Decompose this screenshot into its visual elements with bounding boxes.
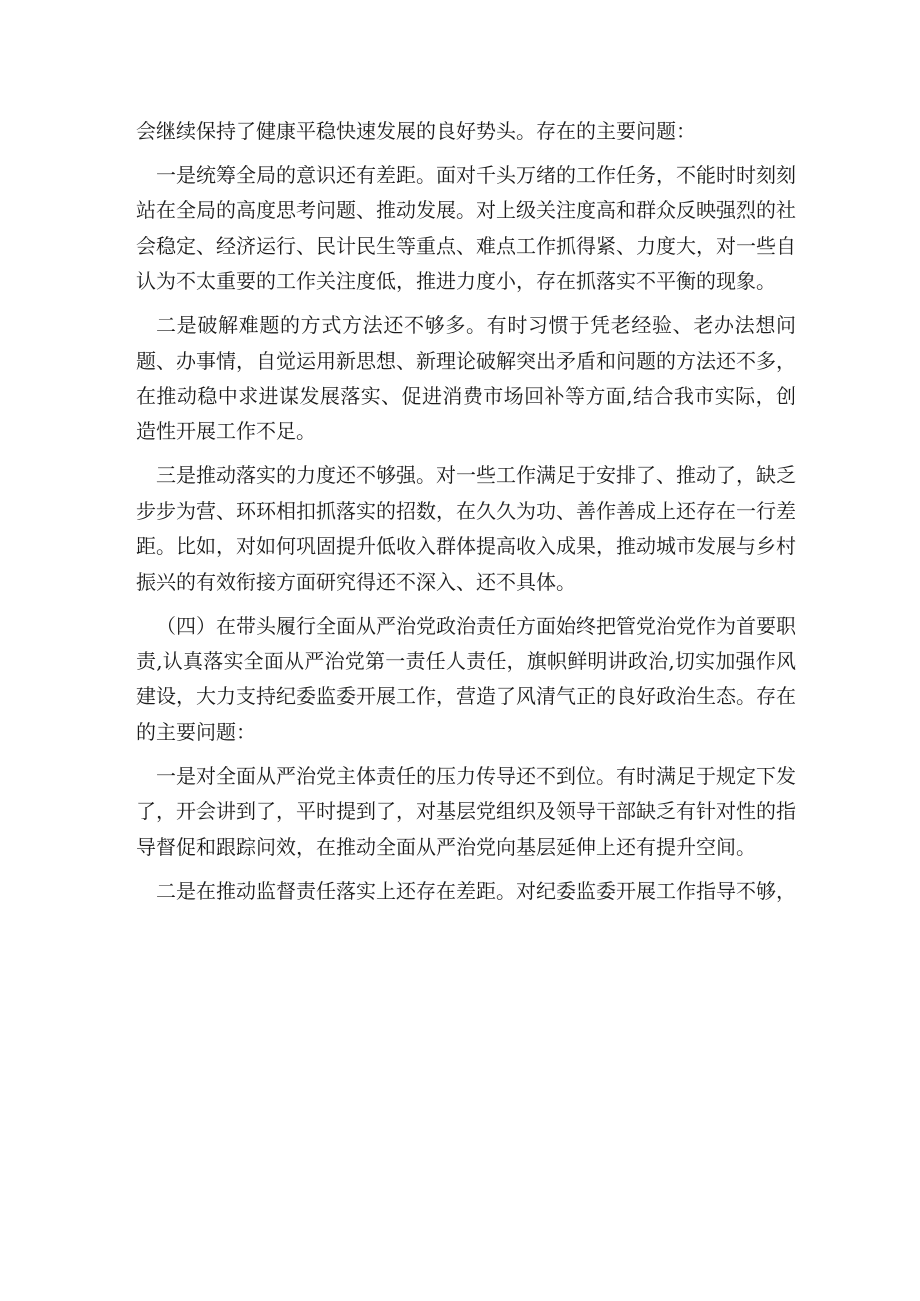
paragraph-4: 三是推动落实的力度还不够强。对一些工作满足于安排了、推动了，缺乏步步为营、环环相扣抓落实的招数，在久久为功、善作善成上还存在一行差距。比如，对如何巩固提升低收入群体提高收入成果，推动城市发展与乡村振兴的有效衔接方面研究得还不深入、还不具体。 <box>136 463 796 594</box>
paragraph-6: 一是对全面从严治党主体责任的压力传导还不到位。有时满足于规定下发了，开会讲到了，平时提到了，对基层党组织及领导干部缺乏有针对性的指导督促和跟踪问效，在推动全面从严治党向基层延伸上还有提升空间。 <box>136 763 796 859</box>
paragraph-2: 一是统筹全局的意识还有差距。面对千头万绪的工作任务，不能时时刻刻站在全局的高度思考问题、推动发展。对上级关注度高和群众反映强烈的社会稳定、经济运行、民计民生等重点、难点工作抓得紧、力度大，对一些自认为不太重要的工作关注度低，推进力度小，存在抓落实不平衡的现象。 <box>136 163 796 294</box>
paragraph-7: 二是在推动监督责任落实上还存在差距。对纪委监委开展工作指导不够， <box>156 878 796 903</box>
paragraph-3: 二是破解难题的方式方法还不够多。有时习惯于凭老经验、老办法想问题、办事情，自觉运用新思想、新理论破解突出矛盾和问题的方法还不多，在推动稳中求进谋发展落实、促进消费市场回补等方面,结合我市实际，创造性开展工作不足。 <box>136 313 796 444</box>
paragraph-1: 会继续保持了健康平稳快速发展的良好势头。存在的主要问题： <box>136 119 696 143</box>
document-body <box>136 114 796 918</box>
paragraph-5: （四）在带头履行全面从严治党政治责任方面始终把管党治党作为首要职责,认真落实全面从严治党第一责任人责任，旗帜鲜明讲政治,切实加强作风建设，大力支持纪委监委开展工作，营造了风清气正的良好政治生态。存在的主要问题： <box>136 613 796 744</box>
